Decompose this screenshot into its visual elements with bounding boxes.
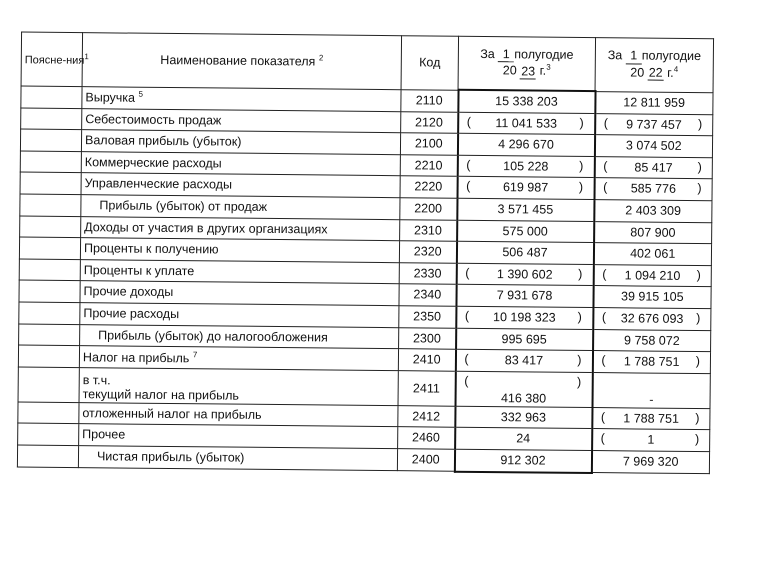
current-period-value: [456, 241, 593, 264]
row-note-cell: [20, 129, 81, 151]
indicator-label: Валовая прибыль (убыток): [84, 133, 242, 149]
negative-paren-close: ): [578, 180, 584, 195]
row-code: 2330: [399, 262, 456, 284]
row-indicator-name: [79, 367, 398, 405]
negative-paren-close: ): [577, 353, 582, 368]
current-period-value: [457, 177, 594, 200]
indicator-label: отложенный налог на прибыль: [82, 405, 262, 422]
amount-value: 15 338 203: [495, 94, 558, 109]
negative-paren-close: ): [697, 116, 703, 131]
row-note-cell: [20, 194, 81, 216]
current-period-value: [457, 198, 594, 221]
footnote-ref: 5: [138, 89, 144, 99]
indicator-label: Выручка: [85, 90, 136, 106]
indicator-label: Проценты к получению: [83, 241, 219, 257]
amount-value: 332 963: [500, 409, 547, 425]
row-code: 2350: [399, 306, 456, 328]
row-code: 2411: [398, 370, 455, 406]
negative-paren-close: ): [697, 181, 702, 196]
current-period-value: [456, 306, 593, 329]
row-code: 2412: [398, 405, 455, 427]
row-indicator-name: [81, 130, 400, 155]
row-indicator-name: [79, 402, 398, 427]
amount-value: 105 228: [503, 159, 549, 174]
amount-value: 11 041 533: [495, 115, 558, 131]
row-code: 2210: [400, 154, 457, 176]
previous-period-value: [595, 91, 713, 114]
indicator-label: Налог на прибыль: [82, 349, 190, 365]
row-note-cell: [20, 216, 81, 238]
negative-paren-open: (: [600, 431, 605, 446]
row-code: 2310: [400, 219, 457, 241]
amount-value: 619 987: [502, 180, 549, 196]
row-code: 2220: [400, 176, 457, 198]
row-indicator-name: [81, 173, 400, 198]
amount-value: 85 417: [634, 160, 673, 175]
negative-paren-close: ): [577, 309, 582, 324]
header-code: Код: [401, 36, 459, 90]
negative-paren-close: ): [577, 374, 582, 389]
indicator-label: Прибыль (убыток) до налогообложения: [98, 327, 328, 345]
indicator-label: Прибыль (убыток) от продаж: [99, 198, 268, 214]
current-period-value: [455, 371, 592, 407]
amount-value: -: [649, 392, 654, 407]
indicator-label: Управленческие расходы: [84, 176, 233, 193]
row-code: 2100: [400, 133, 457, 155]
negative-paren-open: (: [464, 373, 469, 388]
row-indicator-name: [82, 108, 401, 133]
negative-paren-open: (: [600, 409, 606, 424]
negative-paren-close: ): [579, 115, 584, 130]
row-indicator-name: [80, 238, 399, 263]
negative-paren-close: ): [696, 267, 701, 282]
row-note-cell: [18, 423, 79, 445]
amount-value: 1 094 210: [624, 268, 681, 283]
amount-value: 1 390 602: [496, 266, 553, 282]
header-current-period: За 1 полугодие 20 23 г.$^3$: [458, 36, 596, 91]
current-period-value: [457, 155, 594, 178]
row-indicator-name: [82, 86, 401, 111]
amount-value: 7 931 678: [496, 288, 553, 304]
row-note-cell: [19, 302, 80, 324]
previous-period-value: [594, 135, 712, 158]
indicator-label: Коммерческие расходы: [84, 155, 222, 171]
current-period-value: [454, 449, 591, 472]
row-note-cell: [19, 280, 80, 302]
row-indicator-name: [80, 281, 399, 306]
row-indicator-name: [81, 195, 400, 220]
row-note-cell: [18, 345, 79, 367]
indicator-label: Проценты к уплате: [83, 263, 195, 279]
row-note-cell: [20, 151, 81, 173]
amount-value: 1 788 751: [623, 411, 680, 426]
row-note-cell: [17, 445, 78, 468]
row-code: 2300: [399, 327, 456, 349]
negative-paren-close: ): [579, 158, 584, 173]
current-period-value: [457, 220, 594, 243]
negative-paren-close: ): [695, 410, 700, 425]
negative-paren-open: (: [464, 308, 470, 323]
current-period-value: [458, 112, 595, 135]
negative-paren-open: (: [603, 115, 608, 130]
header-indicator-name: Наименование показателя $^2$: [82, 33, 401, 90]
amount-value: 575 000: [502, 223, 548, 239]
financial-results-table: [17, 32, 714, 475]
row-note-cell: [21, 86, 82, 109]
amount-value: 9 758 072: [624, 332, 680, 348]
row-code: 2320: [399, 241, 456, 263]
negative-paren-close: ): [696, 310, 701, 326]
current-period-value: [455, 349, 592, 372]
row-code: 2120: [401, 111, 458, 133]
amount-value: 416 380: [500, 391, 547, 406]
previous-period-value: [593, 243, 711, 266]
row-indicator-name: [79, 424, 398, 449]
previous-period-value: [592, 407, 710, 430]
header-notes: Поясне-ния$^1$: [21, 32, 83, 86]
negative-paren-open: (: [466, 179, 471, 194]
previous-period-value: [595, 113, 713, 136]
previous-period-value: [594, 178, 712, 201]
current-period-value: [455, 428, 592, 451]
indicator-label: Прочие расходы: [83, 306, 180, 322]
row-indicator-name: [81, 216, 400, 241]
amount-value: 1: [647, 432, 655, 448]
indicator-label: Прочие доходы: [83, 284, 174, 300]
row-indicator-name: [80, 259, 399, 284]
previous-period-value: [593, 307, 711, 330]
row-note-cell: [19, 237, 80, 259]
previous-period-value: [591, 450, 709, 473]
row-indicator-name: [80, 303, 399, 328]
current-period-value: [456, 328, 593, 351]
amount-value: 506 487: [502, 245, 548, 260]
negative-paren-open: (: [603, 158, 608, 173]
previous-period-value: [593, 329, 711, 352]
current-period-value: [458, 90, 595, 113]
row-code: 2340: [399, 284, 456, 306]
previous-period-value: [592, 429, 710, 452]
negative-paren-open: (: [464, 351, 469, 366]
row-indicator-name: [80, 324, 399, 349]
negative-paren-close: ): [697, 159, 702, 174]
negative-paren-open: (: [465, 265, 470, 280]
amount-value: 10 198 323: [493, 310, 556, 325]
row-note-cell: [19, 259, 80, 281]
negative-paren-open: (: [466, 114, 471, 129]
previous-period-value: [593, 264, 711, 287]
current-period-value: [456, 263, 593, 286]
indicator-label: Себестоимость продаж: [85, 111, 222, 128]
row-note-cell: [18, 402, 79, 424]
amount-value: 402 061: [630, 246, 676, 262]
row-code: 2460: [398, 427, 455, 449]
indicator-label: в т.ч. текущий налог на прибыль: [82, 373, 240, 403]
amount-value: 2 403 309: [625, 203, 682, 218]
amount-value: 4 296 670: [498, 137, 554, 152]
current-period-value: [456, 285, 593, 308]
previous-period-value: [592, 372, 710, 408]
row-code: 2410: [398, 349, 455, 371]
negative-paren-open: (: [603, 180, 608, 195]
negative-paren-open: (: [602, 266, 607, 281]
previous-period-value: [594, 156, 712, 179]
amount-value: 32 676 093: [620, 311, 684, 326]
indicator-label: Прочее: [82, 427, 126, 442]
amount-value: 3 074 502: [625, 138, 682, 154]
amount-value: 807 900: [630, 225, 676, 240]
amount-value: 12 811 959: [623, 95, 686, 110]
amount-value: 995 695: [501, 331, 547, 347]
negative-paren-open: (: [601, 310, 607, 325]
row-indicator-name: [79, 346, 398, 371]
amount-value: 39 915 105: [620, 289, 684, 305]
amount-value: 3 571 455: [497, 202, 554, 217]
header-previous-period: За 1 полугодие 20 22 г.$^4$: [595, 38, 714, 93]
current-period-value: [457, 133, 594, 156]
negative-paren-open: (: [466, 157, 471, 172]
indicator-label: Чистая прибыль (убыток): [96, 449, 245, 465]
row-code: 2200: [400, 198, 457, 220]
amount-value: 1 788 751: [623, 354, 680, 370]
negative-paren-close: ): [695, 354, 701, 369]
row-note-cell: [20, 172, 81, 194]
footnote-ref: 7: [192, 349, 198, 359]
current-period-value: [455, 406, 592, 429]
table-row: [18, 367, 710, 409]
indicator-label: Доходы от участия в других организациях: [84, 219, 328, 237]
row-note-cell: [18, 367, 79, 403]
amount-value: 9 737 457: [626, 117, 682, 132]
previous-period-value: [594, 221, 712, 244]
row-code: 2400: [397, 449, 454, 472]
amount-value: 912 302: [500, 453, 546, 468]
row-indicator-name: [78, 446, 397, 471]
row-note-cell: [21, 108, 82, 130]
row-note-cell: [19, 324, 80, 346]
table-header-row: [21, 32, 713, 92]
row-code: 2110: [401, 89, 458, 112]
negative-paren-close: ): [578, 266, 583, 281]
row-indicator-name: [81, 151, 400, 176]
previous-period-value: [593, 286, 711, 309]
amount-value: 585 776: [630, 181, 677, 197]
amount-value: 24: [516, 431, 531, 446]
previous-period-value: [592, 351, 710, 374]
previous-period-value: [594, 200, 712, 223]
negative-paren-open: (: [601, 353, 606, 368]
amount-value: 83 417: [504, 353, 544, 368]
negative-paren-close: ): [694, 432, 700, 447]
amount-value: 7 969 320: [622, 454, 679, 470]
